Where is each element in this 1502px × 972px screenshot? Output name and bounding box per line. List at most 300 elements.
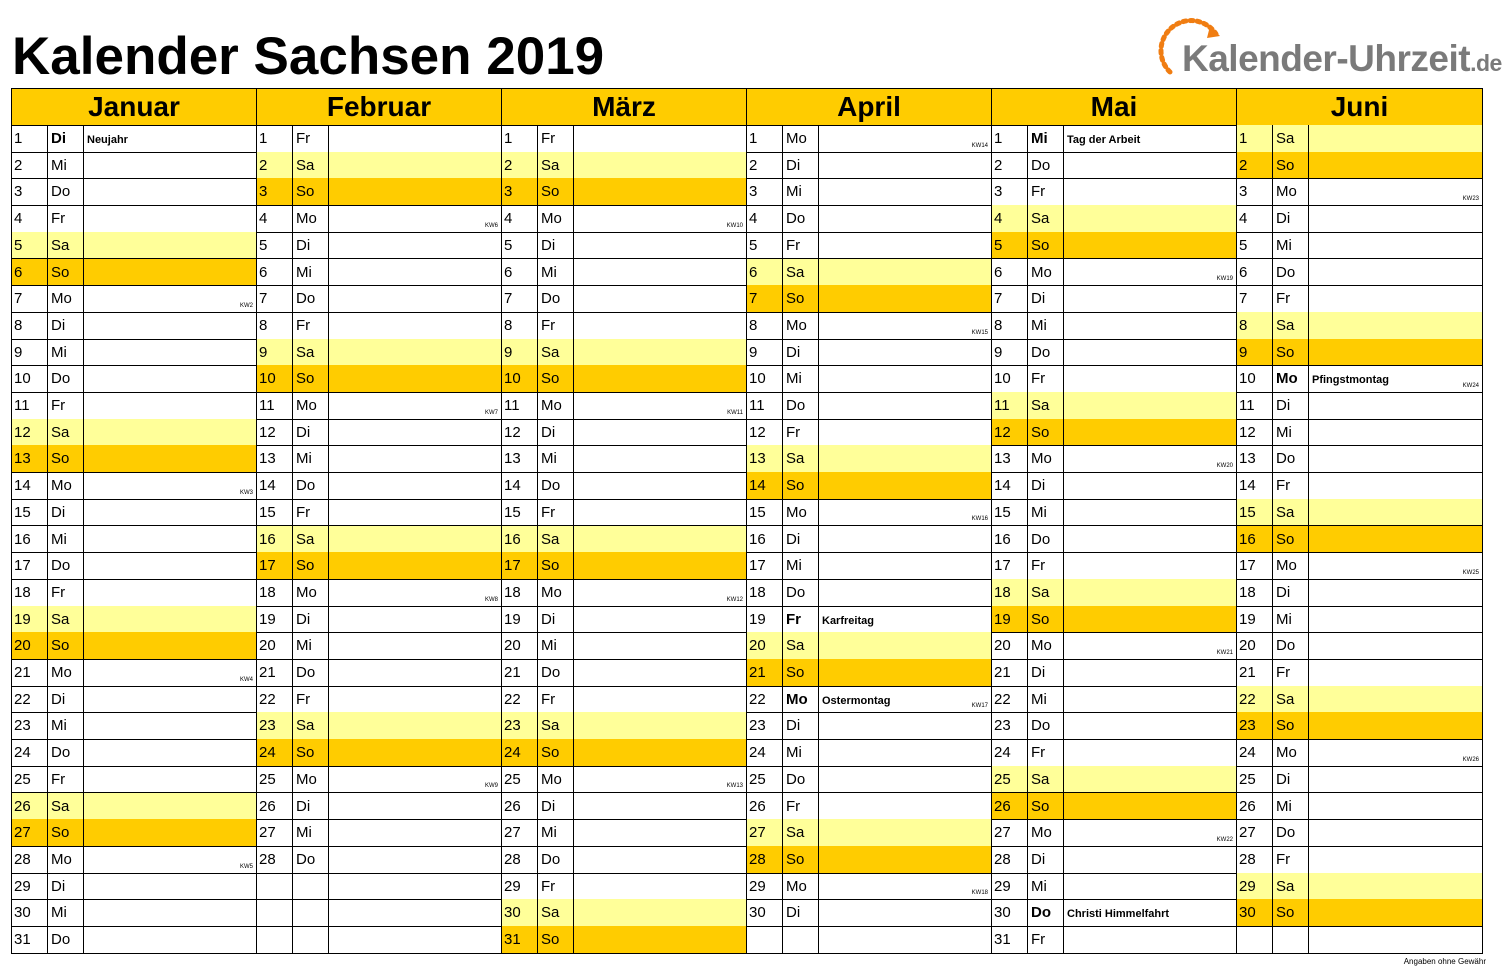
day-note	[1309, 899, 1482, 926]
weekday: Mi	[538, 632, 574, 659]
day-row	[746, 632, 992, 660]
weekday: Mi	[538, 445, 574, 472]
day-row	[11, 178, 257, 206]
day-number: 12	[992, 419, 1028, 446]
day-note	[1064, 392, 1236, 419]
day-row	[501, 766, 747, 794]
day-note	[329, 739, 501, 766]
weekday: Di	[293, 419, 329, 446]
day-note	[84, 819, 256, 846]
week-number: KW15	[971, 329, 988, 336]
day-number: 28	[502, 846, 538, 873]
day-row	[501, 285, 747, 313]
weekday: Mo	[1273, 178, 1309, 205]
day-number: 16	[502, 526, 538, 553]
day-row	[256, 499, 502, 527]
day-note	[819, 365, 991, 392]
weekday: Di	[783, 339, 819, 366]
day-note	[1309, 552, 1482, 579]
day-number: 26	[992, 793, 1028, 820]
day-note	[84, 259, 256, 286]
day-note	[819, 526, 991, 553]
day-number: 2	[12, 152, 48, 179]
day-row	[1236, 659, 1483, 687]
day-number: 1	[1237, 125, 1273, 152]
weekday: Di	[1273, 205, 1309, 232]
weekday: Sa	[538, 339, 574, 366]
weekday	[293, 926, 329, 953]
day-number: 18	[747, 579, 783, 606]
day-row	[11, 846, 257, 874]
weekday: Do	[1273, 259, 1309, 286]
weekday: Di	[293, 606, 329, 633]
day-row	[1236, 472, 1483, 500]
day-number: 4	[12, 205, 48, 232]
weekday: Fr	[293, 499, 329, 526]
day-row	[746, 472, 992, 500]
day-note	[1309, 739, 1482, 766]
day-number: 16	[12, 526, 48, 553]
day-note	[329, 632, 501, 659]
day-number: 18	[502, 579, 538, 606]
weekday: Fr	[783, 419, 819, 446]
day-row	[746, 552, 992, 580]
day-note	[329, 899, 501, 926]
weekday: Mi	[783, 365, 819, 392]
weekday: So	[48, 445, 84, 472]
day-row	[11, 472, 257, 500]
week-number: KW5	[239, 863, 253, 870]
day-note	[574, 365, 746, 392]
day-number: 10	[992, 365, 1028, 392]
day-number: 22	[502, 686, 538, 713]
week-number: KW22	[1216, 836, 1233, 843]
day-row	[991, 178, 1237, 206]
day-note	[574, 873, 746, 900]
weekday: So	[538, 926, 574, 953]
day-note	[84, 606, 256, 633]
weekday: Mo	[48, 472, 84, 499]
weekday: Mi	[1028, 686, 1064, 713]
day-row	[746, 392, 992, 420]
day-number: 15	[502, 499, 538, 526]
weekday: Fr	[1028, 178, 1064, 205]
day-row	[991, 312, 1237, 340]
weekday: Mo	[538, 205, 574, 232]
day-note	[574, 739, 746, 766]
day-number: 27	[502, 819, 538, 846]
weekday: Mo	[783, 873, 819, 900]
day-note	[329, 285, 501, 312]
day-number: 4	[992, 205, 1028, 232]
weekday: Sa	[1028, 579, 1064, 606]
weekday: Di	[538, 793, 574, 820]
weekday: Do	[1273, 445, 1309, 472]
holiday-label: Christi Himmelfahrt	[1067, 908, 1170, 921]
day-note	[329, 259, 501, 286]
day-number: 13	[502, 445, 538, 472]
weekday: Mi	[1273, 232, 1309, 259]
day-note	[574, 499, 746, 526]
weekday: Sa	[538, 712, 574, 739]
weekday: Sa	[1028, 205, 1064, 232]
day-number: 21	[992, 659, 1028, 686]
day-number: 28	[747, 846, 783, 873]
day-note	[574, 579, 746, 606]
day-number: 23	[502, 712, 538, 739]
day-number: 12	[1237, 419, 1273, 446]
day-number: 17	[992, 552, 1028, 579]
day-row	[991, 739, 1237, 767]
weekday: Mi	[1028, 312, 1064, 339]
weekday: Do	[1273, 819, 1309, 846]
weekday: Sa	[1273, 125, 1309, 152]
day-row	[1236, 739, 1483, 767]
day-row	[991, 819, 1237, 847]
day-number: 21	[1237, 659, 1273, 686]
weekday: Do	[1273, 632, 1309, 659]
weekday: Mo	[783, 499, 819, 526]
day-note	[574, 659, 746, 686]
day-number: 22	[747, 686, 783, 713]
day-note	[329, 339, 501, 366]
day-row	[11, 499, 257, 527]
weekday: Mi	[783, 552, 819, 579]
day-row	[746, 526, 992, 554]
day-number: 10	[257, 365, 293, 392]
day-row	[991, 926, 1237, 954]
day-number: 23	[1237, 712, 1273, 739]
weekday: So	[1273, 152, 1309, 179]
weekday: Do	[1028, 339, 1064, 366]
weekday: Sa	[538, 899, 574, 926]
day-number: 7	[12, 285, 48, 312]
day-number: 29	[992, 873, 1028, 900]
day-note	[84, 445, 256, 472]
weekday: Fr	[538, 125, 574, 152]
weekday: Do	[783, 205, 819, 232]
day-row	[746, 712, 992, 740]
weekday: Sa	[293, 152, 329, 179]
weekday: Do	[1028, 152, 1064, 179]
day-note	[819, 152, 991, 179]
day-row	[1236, 606, 1483, 634]
day-row	[501, 499, 747, 527]
day-row	[256, 445, 502, 473]
day-note	[819, 632, 991, 659]
day-number: 21	[502, 659, 538, 686]
weekday: Do	[48, 739, 84, 766]
site-logo[interactable]	[1150, 12, 1502, 84]
day-note	[819, 232, 991, 259]
day-note	[1309, 606, 1482, 633]
day-row	[991, 339, 1237, 367]
weekday: Fr	[1273, 472, 1309, 499]
day-row	[746, 312, 992, 340]
day-row	[256, 606, 502, 634]
weekday: Mi	[293, 632, 329, 659]
day-note	[1309, 178, 1482, 205]
day-number: 26	[502, 793, 538, 820]
day-row	[1236, 365, 1483, 393]
day-note	[84, 365, 256, 392]
day-row	[501, 125, 747, 153]
weekday: Sa	[1273, 499, 1309, 526]
day-row	[256, 793, 502, 821]
day-number: 14	[257, 472, 293, 499]
day-row	[501, 819, 747, 847]
day-number: 10	[12, 365, 48, 392]
day-number: 30	[12, 899, 48, 926]
day-note	[574, 205, 746, 232]
day-row	[1236, 285, 1483, 313]
weekday: Mo	[1028, 445, 1064, 472]
day-number: 11	[747, 392, 783, 419]
day-row	[746, 579, 992, 607]
weekday: Do	[48, 926, 84, 953]
day-note	[1309, 285, 1482, 312]
day-note	[1064, 312, 1236, 339]
day-row	[1236, 445, 1483, 473]
day-number: 10	[502, 365, 538, 392]
day-number: 19	[502, 606, 538, 633]
weekday: Sa	[538, 152, 574, 179]
day-row	[991, 766, 1237, 794]
day-row	[11, 205, 257, 233]
holiday-label: Karfreitag	[822, 614, 874, 627]
day-row	[256, 899, 502, 927]
weekday: Di	[783, 899, 819, 926]
weekday: Di	[48, 312, 84, 339]
day-note	[1064, 793, 1236, 820]
day-note	[329, 499, 501, 526]
day-number: 9	[992, 339, 1028, 366]
weekday: Mi	[48, 152, 84, 179]
day-row	[746, 285, 992, 313]
day-number: 3	[502, 178, 538, 205]
day-row	[991, 712, 1237, 740]
day-number: 22	[1237, 686, 1273, 713]
weekday: Fr	[538, 499, 574, 526]
week-number: KW19	[1216, 276, 1233, 283]
day-number: 25	[747, 766, 783, 793]
weekday: Fr	[1028, 926, 1064, 953]
day-number: 25	[257, 766, 293, 793]
day-row	[11, 259, 257, 287]
day-note	[574, 339, 746, 366]
day-row	[746, 766, 992, 794]
day-number: 2	[1237, 152, 1273, 179]
day-note	[819, 899, 991, 926]
month-column	[991, 88, 1237, 955]
day-row	[746, 659, 992, 687]
weekday: Di	[1028, 472, 1064, 499]
day-number: 5	[257, 232, 293, 259]
day-number: 19	[747, 606, 783, 633]
weekday: Fr	[1273, 285, 1309, 312]
week-number: KW12	[726, 596, 743, 603]
day-note	[819, 712, 991, 739]
day-note	[1064, 819, 1236, 846]
weekday	[783, 926, 819, 953]
day-row	[1236, 259, 1483, 287]
day-row	[501, 178, 747, 206]
day-number: 14	[502, 472, 538, 499]
weekday: Mo	[538, 392, 574, 419]
day-note	[84, 579, 256, 606]
day-number: 15	[257, 499, 293, 526]
month-column	[746, 88, 992, 955]
weekday: So	[293, 178, 329, 205]
day-number: 3	[1237, 178, 1273, 205]
weekday: Do	[538, 472, 574, 499]
day-number: 25	[502, 766, 538, 793]
day-number: 27	[1237, 819, 1273, 846]
day-row	[11, 819, 257, 847]
day-row	[256, 392, 502, 420]
day-note	[1064, 926, 1236, 953]
day-row	[1236, 205, 1483, 233]
week-number: KW9	[484, 783, 498, 790]
day-number: 22	[992, 686, 1028, 713]
week-number: KW21	[1216, 649, 1233, 656]
week-number: KW25	[1462, 569, 1479, 576]
weekday: So	[538, 739, 574, 766]
day-row	[256, 312, 502, 340]
weekday: Mi	[1028, 125, 1064, 152]
day-row	[746, 232, 992, 260]
weekday: Di	[1028, 285, 1064, 312]
weekday: Do	[48, 552, 84, 579]
weekday: Sa	[538, 526, 574, 553]
day-note	[1309, 793, 1482, 820]
day-note	[819, 739, 991, 766]
weekday: So	[1028, 793, 1064, 820]
weekday: Mo	[293, 392, 329, 419]
day-row	[746, 419, 992, 447]
day-row	[1236, 312, 1483, 340]
day-note	[1309, 259, 1482, 286]
weekday: Do	[783, 579, 819, 606]
day-note	[329, 365, 501, 392]
day-number: 1	[747, 125, 783, 152]
day-number: 29	[1237, 873, 1273, 900]
day-note	[329, 659, 501, 686]
day-number: 9	[12, 339, 48, 366]
weekday: Mo	[48, 846, 84, 873]
day-note	[819, 419, 991, 446]
day-note	[574, 312, 746, 339]
day-note	[1309, 392, 1482, 419]
day-note	[574, 152, 746, 179]
day-row	[501, 579, 747, 607]
day-note	[84, 552, 256, 579]
day-note	[1064, 579, 1236, 606]
day-number: 20	[747, 632, 783, 659]
day-row	[991, 152, 1237, 180]
day-number: 8	[992, 312, 1028, 339]
day-row	[1236, 526, 1483, 554]
day-number: 12	[257, 419, 293, 446]
day-note	[84, 659, 256, 686]
day-note	[1064, 632, 1236, 659]
day-number: 20	[992, 632, 1028, 659]
weekday: Sa	[1273, 873, 1309, 900]
month-header: April	[746, 88, 992, 126]
weekday: Mo	[293, 766, 329, 793]
day-number: 4	[257, 205, 293, 232]
day-row	[501, 712, 747, 740]
weekday: Sa	[48, 232, 84, 259]
day-note	[819, 659, 991, 686]
day-note	[329, 793, 501, 820]
weekday: Mo	[783, 686, 819, 713]
day-row	[11, 686, 257, 714]
week-number: KW7	[484, 409, 498, 416]
day-note	[1064, 659, 1236, 686]
weekday: Di	[1273, 392, 1309, 419]
weekday: Fr	[48, 392, 84, 419]
day-number: 26	[12, 793, 48, 820]
day-note	[819, 125, 991, 152]
weekday: Mi	[1273, 419, 1309, 446]
day-number: 2	[502, 152, 538, 179]
day-note	[1309, 419, 1482, 446]
weekday: Fr	[538, 312, 574, 339]
day-row	[11, 606, 257, 634]
weekday: Di	[293, 793, 329, 820]
weekday: Di	[783, 712, 819, 739]
day-row	[746, 926, 992, 954]
day-row	[256, 659, 502, 687]
day-note	[819, 312, 991, 339]
weekday: So	[1273, 526, 1309, 553]
day-note	[1064, 766, 1236, 793]
weekday: Mi	[48, 339, 84, 366]
weekday: Mi	[783, 178, 819, 205]
weekday: Sa	[48, 419, 84, 446]
day-note	[1064, 152, 1236, 179]
day-number: 30	[747, 899, 783, 926]
day-note	[84, 205, 256, 232]
day-row	[256, 579, 502, 607]
month-column	[11, 88, 257, 955]
day-row	[1236, 178, 1483, 206]
day-number: 2	[992, 152, 1028, 179]
day-row	[11, 339, 257, 367]
day-number: 25	[1237, 766, 1273, 793]
day-row	[746, 846, 992, 874]
day-number: 27	[12, 819, 48, 846]
day-row	[11, 526, 257, 554]
weekday: Di	[783, 152, 819, 179]
day-number: 4	[502, 205, 538, 232]
day-note	[574, 392, 746, 419]
day-row	[746, 365, 992, 393]
calendar-grid	[11, 88, 1488, 955]
day-note	[1309, 926, 1482, 953]
month-header: Mai	[991, 88, 1237, 126]
day-note	[1064, 899, 1236, 926]
day-row	[11, 285, 257, 313]
weekday: Mi	[1028, 873, 1064, 900]
day-number: 18	[257, 579, 293, 606]
day-row	[746, 899, 992, 927]
weekday: So	[48, 259, 84, 286]
weekday: Mo	[1028, 819, 1064, 846]
day-row	[11, 739, 257, 767]
day-note	[1064, 285, 1236, 312]
